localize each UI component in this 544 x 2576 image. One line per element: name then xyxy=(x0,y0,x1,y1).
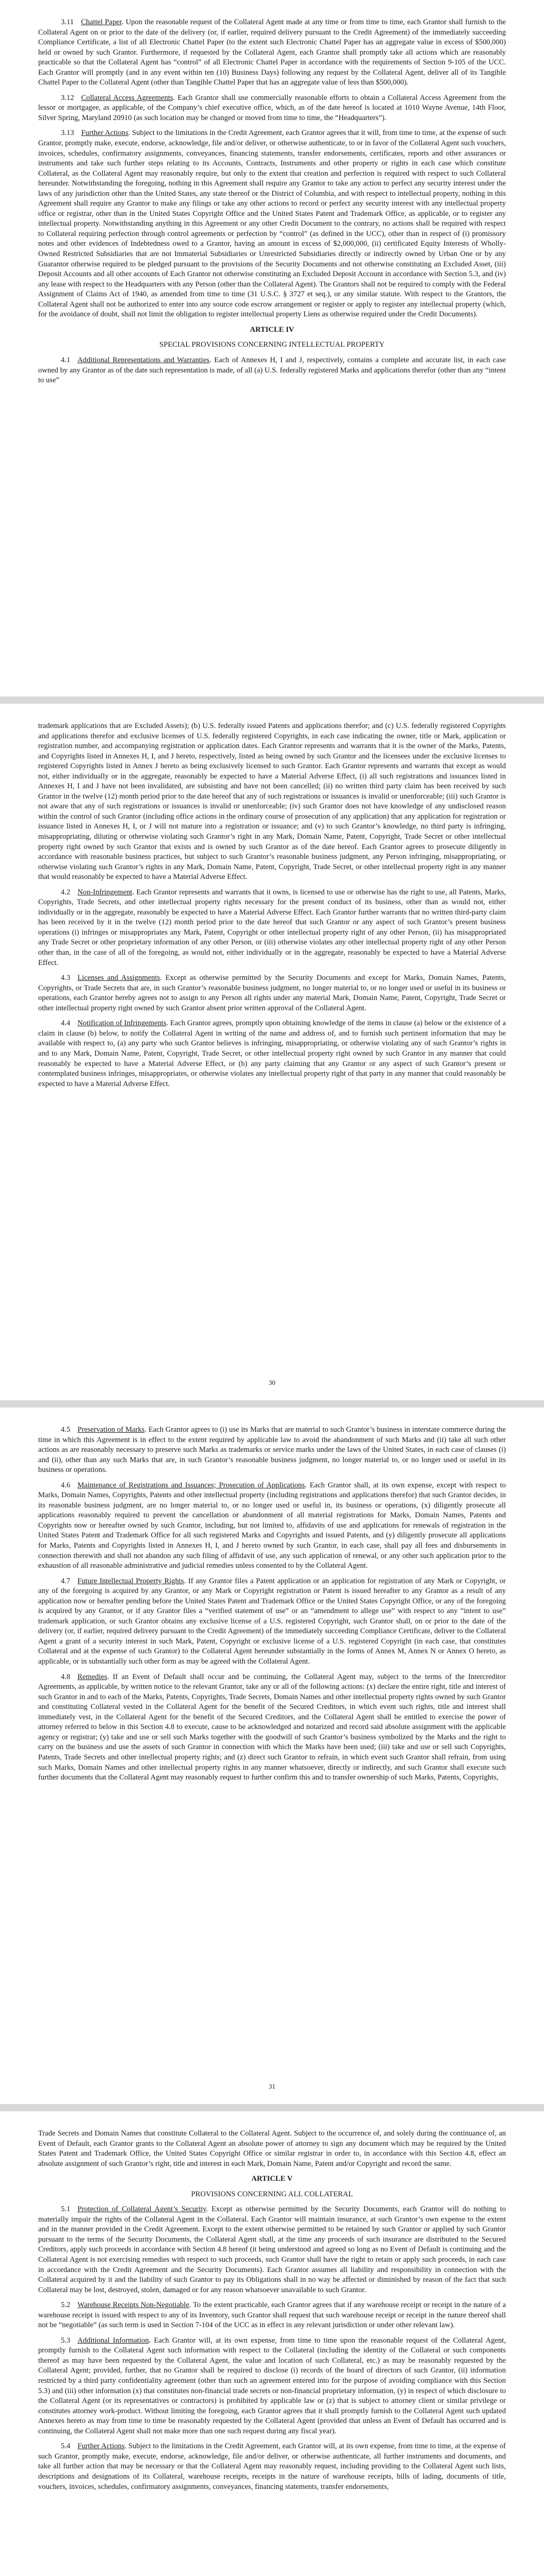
section-number: 4.8 xyxy=(61,1672,71,1681)
section-body: . Subject to the limitations in the Credit Agreement, each Grantor will, at its own expense, from time to time, at the expense of such Grantor, promptly make, execute, endorse, acknowledge, file and/or deliver, or otherwise authenticate, all further instruments and documents, and take all further action that may be necessary or that the Collateral Agent may reasonably request, including providing to the Collateral Agent such lists, descriptions and designations of its Collateral, warehouse receipts, receipts in the nature of warehouse receipts, bills of lading, documents of title, vouchers, invoices, schedules, confirmatory assignments, conveyances, financing statements, transfer endorsements, xyxy=(38,2442,506,2491)
article-iv-title: SPECIAL PROVISIONS CONCERNING INTELLECTUAL PROPERTY xyxy=(159,341,385,349)
section-body: . Except as otherwise permitted by the Security Documents and except for Marks, Domain Names, Patents, Copyrights, or Trade Secrets that are, in such Grantor’s reasonable business judgment, no longer material to, or no longer used or useful in its business or operations, each Grantor hereby agrees not to assign to any Person all rights under any material Mark, Domain Name, Patent, Copyright, Trade Secret or other intellectual property right owned by such Grantor absent prior written approval of the Collateral Agent. xyxy=(38,974,506,1012)
section-number: 4.1 xyxy=(61,355,71,364)
article-v-title: PROVISIONS CONCERNING ALL COLLATERAL xyxy=(191,2190,353,2198)
section-4-8-continued: Trade Secrets and Domain Names that constitute Collateral to the Collateral Agent. Subject to the occurrence of, and solely during the continuance of, an Event of Default, each Grantor grants to the Collateral Agent an absolute power of attorney to sign any document which may be required by the United States Patent and Trademark Office, the United States Copyright Office or similar registrar in order to, in accordance with this Section 4.8, effect an absolute assignment of such Grantor’s right, title and interest in each Mark, Domain Name, Patent and/or Copyright and record the same. xyxy=(38,2129,506,2168)
article-v-label: ARTICLE V xyxy=(251,2175,293,2183)
section-5-1 xyxy=(38,2205,506,2295)
section-number: 4.7 xyxy=(61,1577,71,1585)
section-heading: Further Actions xyxy=(77,2442,125,2451)
section-heading: Additional Representations and Warranties xyxy=(77,355,210,364)
section-number: 4.4 xyxy=(61,1019,71,1028)
page-number: 31 xyxy=(269,2082,275,2090)
section-heading: Protection of Collateral Agent’s Security xyxy=(77,2205,206,2214)
section-heading: Chattel Paper xyxy=(81,18,122,26)
section-4-1 xyxy=(38,355,506,386)
section-body: . Each Grantor shall, at its own expense, except with respect to Marks, Domain Names, Copyrights, Patents and other intellectual property (including registrations and applications therefor) that such Grantor decides, in its reasonable business judgment, are no longer material to, or no longer used or useful in, its business or operations, (x) diligently prosecute all applications reasonably required to prevent the cancellation or abandonment of all material registrations for Marks, Domain Names, Patents and Copyrights now or hereafter owned by such Grantor, including, but not limited to, affidavits of use and applications for renewals of registration in the United States Patent and Trademark Office for all such registered Marks and Copyrights and issued Patents, and (y) diligently prosecute all applications for Marks, Patents and Copyrights listed in Annexes H, I, and J hereto owned by such Grantor, in each case, shall pay all fees and disbursements in connection therewith and shall not abandon any such filing of affidavit of use, any such application of renewal, or any other such application prior to the exhaustion of all reasonable administrative and judicial remedies unless consented to by the Collateral Agent. xyxy=(38,1481,506,1570)
section-body: . Upon the reasonable request of the Collateral Agent made at any time or from time to time, each Grantor shall furnish to the Collateral Agent on or prior to the date of the delivery (or, if earlier, required delivery pursuant to the Credit Agreement) of the immediately succeeding Compliance Certificate, a list of all Electronic Chattel Paper (to the extent such Electronic Chattel Paper has an aggregate value in excess of $500,000) held or owned by such Grantor. Furthermore, if requested by the Collateral Agent, each Grantor shall promptly take all actions which are reasonably practicable so that the Collateral Agent has “control” of all Electronic Chattel Paper in accordance with the requirements of Section 9-105 of the UCC. Each Grantor will promptly (and in any event within ten (10) Business Days) following any request by the Collateral Agent, deliver all of its Tangible Chattel Paper to the Collateral Agent (other than Tangible Chattel Paper that has an aggregate value of less than $500,000). xyxy=(38,18,506,87)
article-iv-label: ARTICLE IV xyxy=(250,325,294,334)
section-body: . Each Grantor agrees to (i) use its Marks that are material to such Grantor’s business in interstate commerce during the time in which this Agreement is in effect to the extent required by applicable law to avoid the abandonment of such Marks and (ii) take all such other actions as are reasonably necessary to preserve such Marks as trademarks or service marks under the laws of the United States, in each case of clauses (i) and (ii), other than any such Marks that are, in such Grantor’s reasonable business judgment, no longer material to, or no longer used or useful in its business or operations. xyxy=(38,1426,506,1475)
section-3-13 xyxy=(38,128,506,319)
section-body: . Each of Annexes H, I and J, respectively, contains a complete and accurate list, in each case owned by any Grantor as of the date such representation is made, of all (a) U.S. federally registered Marks and applications therefor (other than any “intent to use” xyxy=(38,355,506,385)
document-page-1 xyxy=(0,0,544,697)
section-heading: Notification of Infringements xyxy=(77,1019,167,1028)
section-heading: Collateral Access Agreements xyxy=(81,93,173,102)
document-page-3 xyxy=(0,1408,544,2104)
section-body: . Subject to the limitations in the Credit Agreement, each Grantor agrees that it will, from time to time, at the expense of such Grantor, promptly make, execute, endorse, acknowledge, file and/or deliver, or otherwise authenticate, to or in favor of the Collateral Agent such vouchers, invoices, schedules, confirmatory assignments, conveyances, financing statements, transfer endorsements, certificates, reports and other assurances or instruments and take such further steps relating to its Accounts, Contracts, Instruments and other property or rights in each case which constitute Collateral, as the Collateral Agent may reasonably require, but only to the extent that creation and perfection is required with respect to such Collateral hereunder. Notwithstanding the foregoing, nothing in this Agreement shall require any Grantor to take any action to perfect any security interest under the laws of any jurisdiction other than the United States, any state thereof or the District of Columbia, and with respect to intellectual property, nothing in this Agreement shall require any Grantor to make any filings or take any other actions to record or perfect any security interest with any intellectual property office or registrar, other than in the United States Copyright Office and the United States Patent and Trademark Office, as applicable, or to register any intellectual property. Notwithstanding anything in this Agreement or any other Credit Document to the contrary, no actions shall be required with respect to Collateral requiring perfection through control agreements or perfection by “control” (as defined in the UCC), other than in respect of (i) promissory notes and other evidences of Indebtedness owed to a Grantor, having an amount in excess of $2,000,000, (ii) certificated Equity Interests of Wholly-Owned Restricted Subsidiaries that are not Immaterial Subsidiaries or Unrestricted Subsidiaries directly or indirectly owned by Urban One or by any Guarantor otherwise required to be pledged pursuant to the provisions of the Security Documents and not otherwise constituting an Excluded Asset, (iii) Deposit Accounts and all other accounts of Each Grantor not otherwise constituting an Excluded Deposit Account in accordance with Section 5.3, and (iv) any lease with respect to the Headquarters with any Person (other than the Collateral Agent). The Grantors shall not be required to comply with the Federal Assignment of Claims Act of 1940, as amended from time to time (31 U.S.C. § 3727 et seq.), or any similar statute. With respect to the Grantors, the Collateral Agent shall not be authorized to enter into any source code escrow arrangement or register or apply to register any intellectual property (which, for the avoidance of doubt, shall not limit the obligation to register intellectual property Liens as otherwise required under the Credit Documents). xyxy=(38,129,506,319)
section-3-12 xyxy=(38,93,506,124)
section-body: . If any Grantor files a Patent application or an application for registration of any Mark or Copyright, or any of the foregoing is acquired by any Grantor, or any Mark or Copyright registration or Patent is issued hereafter to any Grantor as a result of any application now or hereafter pending before the United States Patent and Trademark Office or the United States Copyright Office, or any of the foregoing is acquired by any Grantor, or if any Grantor files a “verified statement of use” or an “amendment to allege use” with respect to any “intent to use” trademark application, or such Grantor obtains any exclusive license of a U.S. registered Copyright, such Grantor shall, on or prior to the date of the delivery (or, if earlier, required delivery pursuant to the Credit Agreement) of the immediately succeeding Compliance Certificate, deliver to the Collateral Agent a grant of a security interest in such Mark, Patent, Copyright or exclusive license of a U.S. registered Copyright (in each case, that constitutes Collateral and at the expense of such Grantor) to the Collateral Agent hereunder substantially in the forms of Annex M, Annex N or Annex O hereto, as applicable, or in substantially such other form as may be agreed with the Collateral Agent. xyxy=(38,1577,506,1666)
section-number: 4.2 xyxy=(61,888,71,896)
section-heading: Licenses and Assignments xyxy=(77,974,160,982)
section-body: . Each Grantor shall use commercially reasonable efforts to obtain a Collateral Access Agreement from the lessor or mortgagee, as applicable, of the Company’s chief executive office, which, as of the date hereof is located at 1010 Wayne Avenue, 14th Floor, Silver Spring, Maryland 20910 (as such location may be changed or moved from time to time, the “Headquarters”). xyxy=(38,93,506,122)
section-number: 3.12 xyxy=(61,93,74,102)
section-heading: Preservation of Marks xyxy=(77,1426,145,1434)
section-number: 5.4 xyxy=(61,2442,71,2451)
section-number: 3.13 xyxy=(61,129,74,138)
section-number: 5.1 xyxy=(61,2205,71,2214)
section-5-3 xyxy=(38,2336,506,2436)
section-number: 4.3 xyxy=(61,974,71,982)
section-5-4 xyxy=(38,2442,506,2492)
document-page-4 xyxy=(0,2111,544,2576)
section-body: . To the extent practicable, each Grantor agrees that if any warehouse receipt or receipt in the nature of a warehouse receipt is issued with respect to any of its Inventory, such Grantor shall request that such warehouse receipt or receipt in the nature thereof shall not be “negotiable” (as such term is used in Section 7-104 of the UCC as in effect in any relevant jurisdiction or under other relevant law). xyxy=(38,2301,506,2330)
page-number: 30 xyxy=(269,1378,275,1386)
section-number: 5.2 xyxy=(61,2301,71,2310)
section-3-11 xyxy=(38,18,506,88)
section-4-1-continued: trademark applications that are Excluded Assets); (b) U.S. federally issued Patents and applications therefor; and (c) U.S. federally registered Copyrights and applications therefor and exclusive licenses of U.S. federally registered Copyrights, in each case indicating the owner, title or Mark, application or registration number, and accompanying registration or application dates. Each Grantor represents and warrants that it is the owner of the Marks, Patents, and Copyrights listed in Annexes H, I, and J hereto, respectively, listed as being owned by such Grantor and the licensees under the exclusive licenses to registered Copyrights listed in Annex J hereto as being exclusively licensed to such Grantor. Each Grantor represents and warrants that except as would not, either individually or in the aggregate, reasonably be expected to have a Material Adverse Effect, (i) all such registrations and issuances listed in Annexes H, I and J have not been invalidated, are subsisting and have not been cancelled; (ii) no written third party claim has been received by such Grantor in the twelve (12) month period prior to the date hereof that any of such registrations or issuances is invalid or unenforceable; (iii) such Grantor is not aware that any of such registrations or issuances is invalid or unenforceable; (iv) such Grantor does not have knowledge of any undisclosed reason within the control of such Grantor (including office actions in the ordinary course of prosecution of any application) that any application for registration or issuance listed in Annexes H, I, or J will not mature into a registration or issuance; and (v) to such Grantor’s knowledge, no third party is infringing, misappropriating, diluting or otherwise violating such Grantor’s right in any Mark, Domain Name, Patent, Copyright, Trade Secret or other intellectual property right owned by such Grantor that exists and is owned by such Grantor as of the date hereof. Each Grantor agrees to prosecute diligently in accordance with reasonable business practices, but subject to such Grantor’s reasonable business judgment, any Person infringing, misappropriating, or otherwise violating such Grantor’s rights in any Mark, Domain Name, Patent, Copyright, Trade Secret, or other intellectual property right in any manner that would reasonably be expected to have a Material Adverse Effect. xyxy=(38,722,506,882)
section-4-4 xyxy=(38,1019,506,1089)
section-4-8 xyxy=(38,1672,506,1783)
section-number: 3.11 xyxy=(61,18,74,26)
section-heading: Additional Information xyxy=(77,2336,149,2345)
section-4-6 xyxy=(38,1481,506,1571)
section-heading: Remedies xyxy=(77,1672,107,1681)
section-4-2 xyxy=(38,888,506,968)
section-body: . Each Grantor will, at its own expense, from time to time upon the reasonable request of the Collateral Agent, promptly furnish to the Collateral Agent such information with respect to the Collateral (including the identity of the Collateral or such components thereof as may have been requested by the Collateral Agent, the value and location of such Collateral, etc.) as may be reasonably requested by the Collateral Agent; provided, further, that no Grantor shall be required to disclose (i) records of the board of directors of such Grantor, (ii) information restricted by a third party confidentiality agreement (other than such an agreement entered into for the purpose of avoiding compliance with this Section 5.3) and (iii) other information (x) that constitutes non-financial trade secrets or non-financial proprietary information, (y) in respect of which disclosure to the Collateral Agent (or its representatives or contractors) is prohibited by applicable law or (z) that is subject to attorney client or similar privilege or constitutes attorney work-product. Without limiting the foregoing, each Grantor agrees that it shall promptly furnish to the Collateral Agent such updated Annexes hereto as may from time to time be reasonably requested by the Collateral Agent (provided that unless an Event of Default has occurred and is continuing, the Collateral Agent shall not make more than one such request during any fiscal year). xyxy=(38,2336,506,2435)
section-4-7 xyxy=(38,1577,506,1667)
document-page-2 xyxy=(0,704,544,1400)
section-body: . Each Grantor agrees, promptly upon obtaining knowledge of the items in clause (a) below or the existence of a claim in clause (b) below, to notify the Collateral Agent in writing of the name and address of, and to furnish such pertinent information that may be available with respect to, (a) any party who such Grantor believes is infringing, misappropriating, or otherwise violating any of such Grantor’s rights in and to any Mark, Domain Name, Patent, Copyright, Trade Secret, or other intellectual property right owned by such Grantor in any manner that could reasonably be expected to have a Material Adverse Effect, or (b) any party claiming that any Grantor or any aspect of such Grantor’s present or contemplated business infringes, misappropriates, or otherwise violates any intellectual property right of that party in any manner that could reasonably be expected to have a Material Adverse Effect. xyxy=(38,1019,506,1088)
section-number: 4.6 xyxy=(61,1481,71,1489)
section-5-2 xyxy=(38,2300,506,2331)
section-heading: Future Intellectual Property Rights xyxy=(77,1577,184,1585)
section-number: 5.3 xyxy=(61,2336,71,2345)
section-body: . If an Event of Default shall occur and be continuing, the Collateral Agent may, subject to the terms of the Intercreditor Agreements, as applicable, by written notice to the relevant Grantor, take any or all of the following actions: (x) declare the entire right, title and interest of such Grantor in and to each of the Marks, Patents, Copyrights, Trade Secrets, Domain Names and other intellectual property rights owned by such Grantor and constituting Collateral vested in the Collateral Agent for the benefit of the Secured Creditors, in which event such rights, title and interest shall immediately vest, in the Collateral Agent for the benefit of the Secured Creditors, and the Collateral Agent shall be entitled to exercise the power of attorney referred to below in this Section 4.8 to execute, cause to be acknowledged and notarized and record said absolute assignment with the applicable agency or registrar; (y) take and use or sell such Marks together with the goodwill of such Grantor’s business symbolized by the Marks and the right to carry on the business and use the assets of such Grantor in connection with which the Marks have been used; (iii) take and use or sell such Copyrights, Patents, Trade Secrets and other intellectual property rights; and (z) direct such Grantor to refrain, in which event such Grantor shall refrain, from using such Marks, Domain Names and other intellectual property rights in any manner whatsoever, directly or indirectly, and such Grantor shall execute such further documents that the Collateral Agent may reasonably request to further confirm this and to transfer ownership of such Marks, Patents, Copyrights, xyxy=(38,1672,506,1782)
section-heading: Further Actions xyxy=(81,129,128,138)
section-body: . Except as otherwise permitted by the Security Documents, each Grantor will do nothing to materially impair the rights of the Collateral Agent in the Collateral. Each Grantor will maintain insurance, at such Grantor’s own expense to the extent and in the manner provided in the Credit Agreement. Except to the extent otherwise permitted to be retained by such Grantor or applied by such Grantor pursuant to the terms of the Security Documents, the Collateral Agent shall, at the time any proceeds of such insurance are distributed to the Secured Creditors, apply such proceeds in accordance with Section 4.8 hereof (it being understood and agreed so long as no Event of Default is continuing and the Collateral Agent is not exercising remedies with respect to such proceeds, such Grantor shall have the right to retain or apply such proceeds, in each case in accordance with the Credit Agreement and the Security Documents). Each Grantor assumes all liability and responsibility in connection with the Collateral acquired by it and the liability of such Grantor to pay its Obligations shall in no way be affected or diminished by reason of the fact that such Collateral may be lost, destroyed, stolen, damaged or for any reason whatsoever unavailable to such Grantor. xyxy=(38,2205,506,2294)
section-body: . Each Grantor represents and warrants that it owns, is licensed to use or otherwise has the right to use, all Patents, Marks, Copyrights, Trade Secrets, and other intellectual property rights necessary for the present conduct of its business, other than as would not, either individually or in the aggregate, reasonably be expected to have a Material Adverse Effect. Each Grantor further warrants that no written third-party claim has been received by it in the twelve (12) month period prior to the date hereof that such Grantor or any aspect of such Grantor’s present business operations (i) infringes or misappropriates any Mark, Patent, Copyright or other intellectual property right of any other Person, (ii) has misappropriated any Trade Secret or other proprietary information of any other Person, or (iii) otherwise violates any other intellectual property right of any other Person other than, in the case of all of the foregoing, as would not, either individually or in the aggregate, reasonably be expected to have a Material Adverse Effect. xyxy=(38,888,506,967)
section-number: 4.5 xyxy=(61,1426,71,1434)
section-heading: Non-Infringement xyxy=(77,888,133,896)
section-4-3 xyxy=(38,973,506,1013)
section-4-5 xyxy=(38,1425,506,1476)
section-heading: Warehouse Receipts Non-Negotiable xyxy=(77,2301,189,2310)
section-heading: Maintenance of Registrations and Issuances; Prosecution of Applications xyxy=(77,1481,305,1489)
